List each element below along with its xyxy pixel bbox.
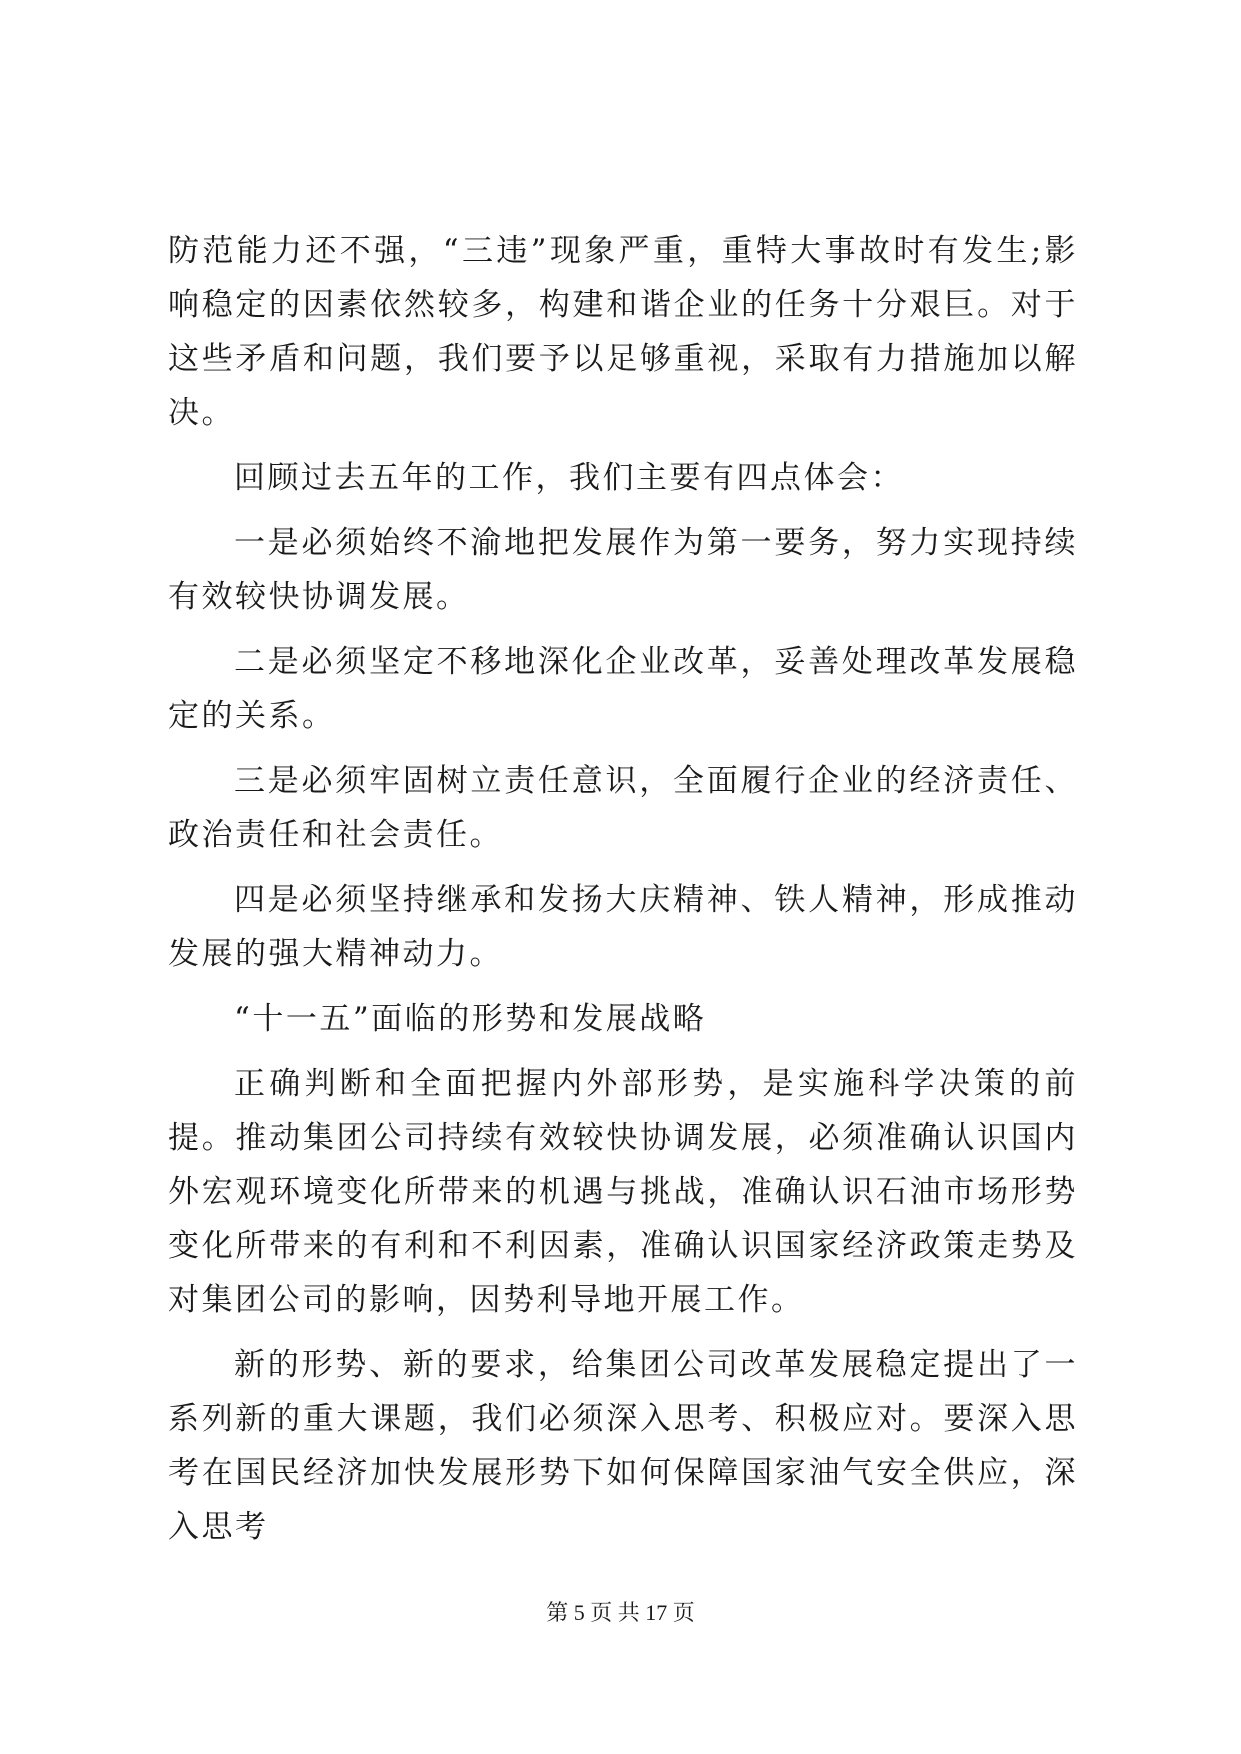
paragraph-9: 新的形势、新的要求，给集团公司改革发展稳定提出了一系列新的重大课题，我们必须深入思考、积极应对。要深入思考在国民经济加快发展形势下如何保障国家油气安全供应，深入思考 — [168, 1347, 1078, 1545]
paragraph-5: 三是必须牢固树立责任意识，全面履行企业的经济责任、政治责任和社会责任。 — [168, 763, 1078, 853]
page-footer: 第 5 页 共 17 页 — [546, 1600, 695, 1625]
paragraph-6: 四是必须坚持继承和发扬大庆精神、铁人精神，形成推动发展的强大精神动力。 — [168, 882, 1078, 972]
document-body — [168, 224, 1078, 1565]
paragraph-2: 回顾过去五年的工作，我们主要有四点体会： — [234, 460, 904, 496]
paragraph-4: 二是必须坚定不移地深化企业改革，妥善处理改革发展稳定的关系。 — [168, 644, 1078, 734]
section-heading: “十一五”面临的形势和发展战略 — [234, 1001, 707, 1037]
paragraph-3: 一是必须始终不渝地把发展作为第一要务，努力实现持续有效较快协调发展。 — [168, 525, 1078, 615]
paragraph-8: 正确判断和全面把握内外部形势，是实施科学决策的前提。推动集团公司持续有效较快协调发展，必须准确认识国内外宏观环境变化所带来的机遇与挑战，准确认识石油市场形势变化所带来的有利和不利因素，准确认识国家经济政策走势及对集团公司的影响，因势利导地开展工作。 — [168, 1066, 1078, 1318]
paragraph-1: 防范能力还不强，“三违”现象严重，重特大事故时有发生;影响稳定的因素依然较多，构建和谐企业的任务十分艰巨。对于这些矛盾和问题，我们要予以足够重视，采取有力措施加以解决。 — [168, 233, 1078, 431]
